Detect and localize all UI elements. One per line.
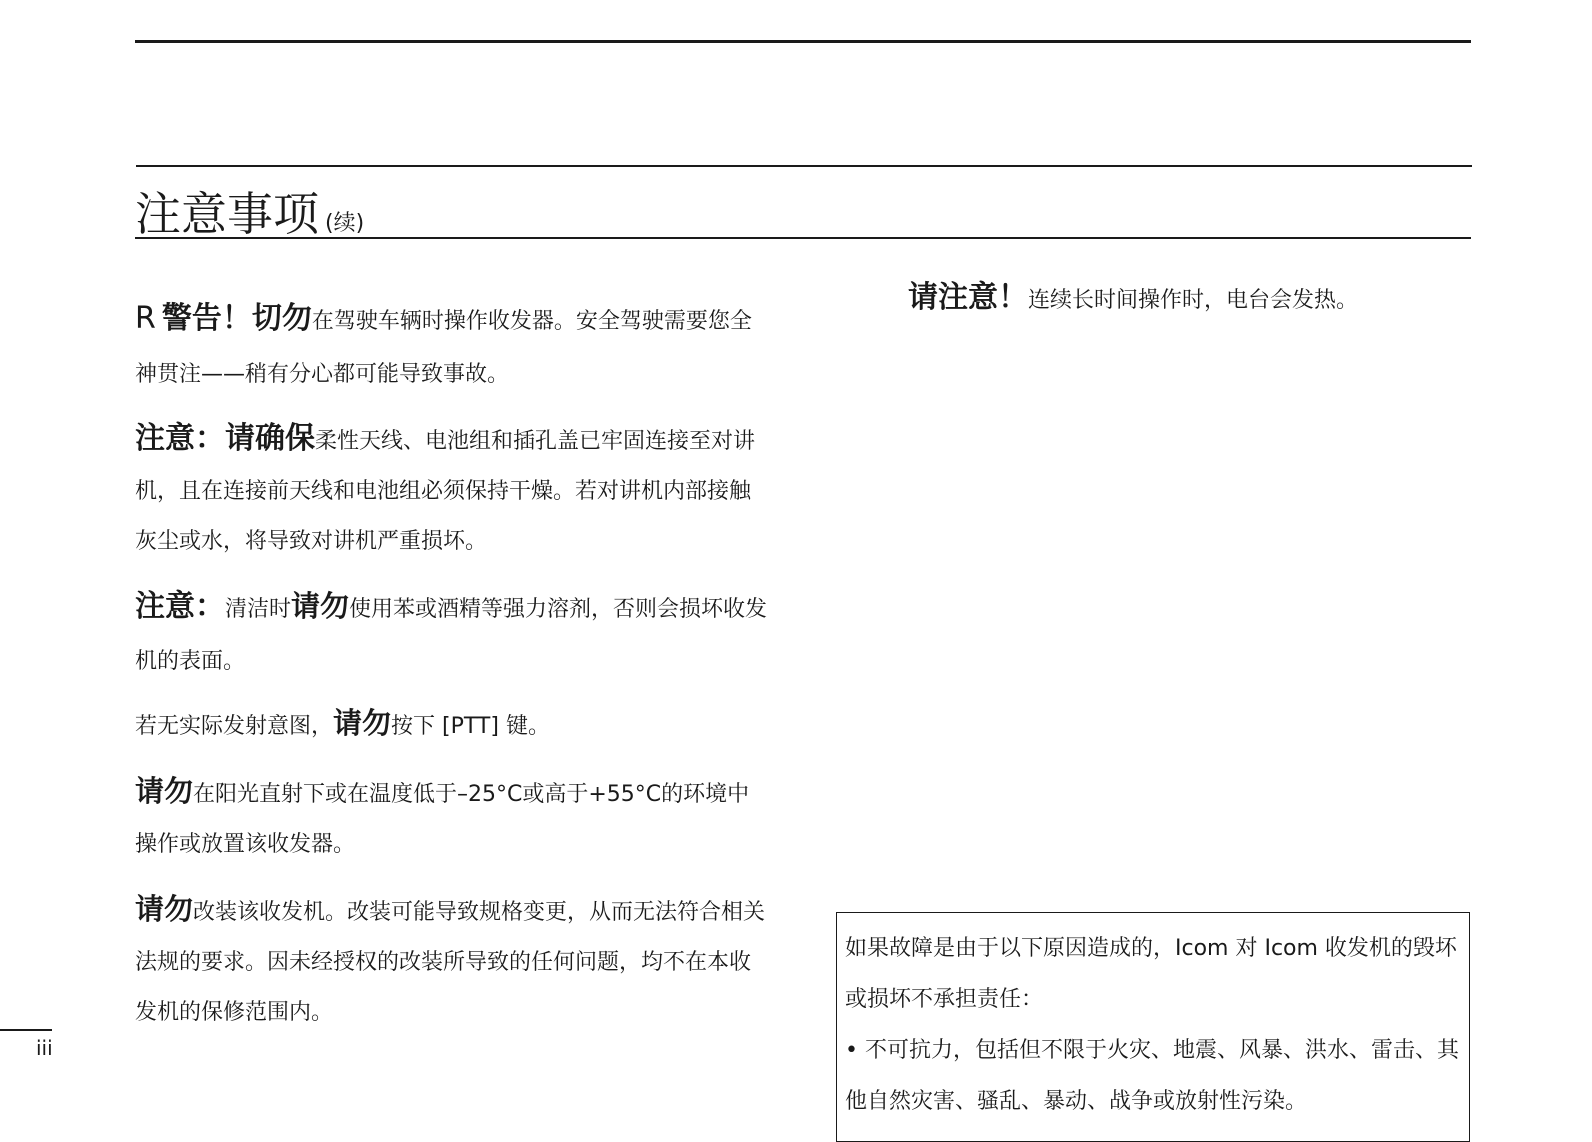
caution-cleaning bbox=[135, 580, 771, 688]
caution-antenna-text: 柔性天线、电池组和插孔盖已牢固连接至对讲机，且在连接前天线和电池组必须保持干燥。若对讲机内部接触灰尘或水，将导致对讲机严重损坏。 bbox=[135, 429, 756, 554]
caution-cleaning-mid: 清洁时 bbox=[225, 597, 292, 622]
warning-lead: 警告！切勿 bbox=[161, 301, 312, 336]
modification-text: 改装该收发机。改装可能导致规格变更，从而无法符合相关法规的要求。因未经授权的改装所导致的任何问题，均不在本收发机的保修范围内。 bbox=[135, 900, 766, 1025]
disclaimer-intro: 如果故障是由于以下原因造成的，Icom 对 Icom 收发机的毁坏或损坏不承担责任： bbox=[845, 936, 1457, 1012]
top-rule bbox=[135, 40, 1471, 43]
caution-cleaning-lead: 注意： bbox=[135, 589, 225, 624]
warning-driving bbox=[135, 292, 771, 401]
title-text: 注意事项 bbox=[135, 187, 319, 241]
temperature-lead: 请勿 bbox=[135, 774, 194, 808]
page-number-rule bbox=[0, 1029, 52, 1031]
caution-antenna bbox=[135, 414, 771, 567]
caution-cleaning-text: 使用苯或酒精等强力溶剂，否则会损坏收发机的表面。 bbox=[135, 597, 768, 674]
heat-text: 连续长时间操作时，电台会发热。 bbox=[1028, 288, 1359, 313]
disclaimer-box bbox=[836, 912, 1470, 1142]
heat-notice bbox=[908, 276, 1472, 323]
caution-cleaning-lead2: 请勿 bbox=[291, 589, 350, 623]
warning-prefix: R bbox=[135, 301, 156, 336]
ptt-notice bbox=[135, 698, 771, 752]
ptt-pre: 若无实际发射意图， bbox=[135, 714, 334, 739]
modification-notice bbox=[135, 884, 771, 1038]
title-suffix: (续) bbox=[325, 211, 365, 236]
page-number: iii bbox=[36, 1036, 53, 1060]
temperature-text: 在阳光直射下或在温度低于–25°C或高于+55°C的环境中操作或放置该收发器。 bbox=[135, 782, 750, 857]
page-title bbox=[135, 186, 364, 252]
section-top-rule bbox=[136, 165, 1472, 167]
disclaimer-bullet: • 不可抗力，包括但不限于火灾、地震、风暴、洪水、雷击、其他自然灾害、骚乱、暴动、战争或放射性污染。 bbox=[845, 1038, 1459, 1114]
warning-text: 在驾驶车辆时操作收发器。安全驾驶需要您全神贯注——稍有分心都可能导致事故。 bbox=[135, 309, 752, 387]
modification-lead: 请勿 bbox=[135, 892, 194, 926]
ptt-text: 按下 [PTT] 键。 bbox=[391, 714, 550, 739]
caution-antenna-lead: 注意：请确保 bbox=[135, 421, 315, 456]
heat-lead: 请注意！ bbox=[908, 280, 1028, 315]
temperature-notice bbox=[135, 766, 771, 870]
ptt-lead: 请勿 bbox=[333, 706, 392, 740]
